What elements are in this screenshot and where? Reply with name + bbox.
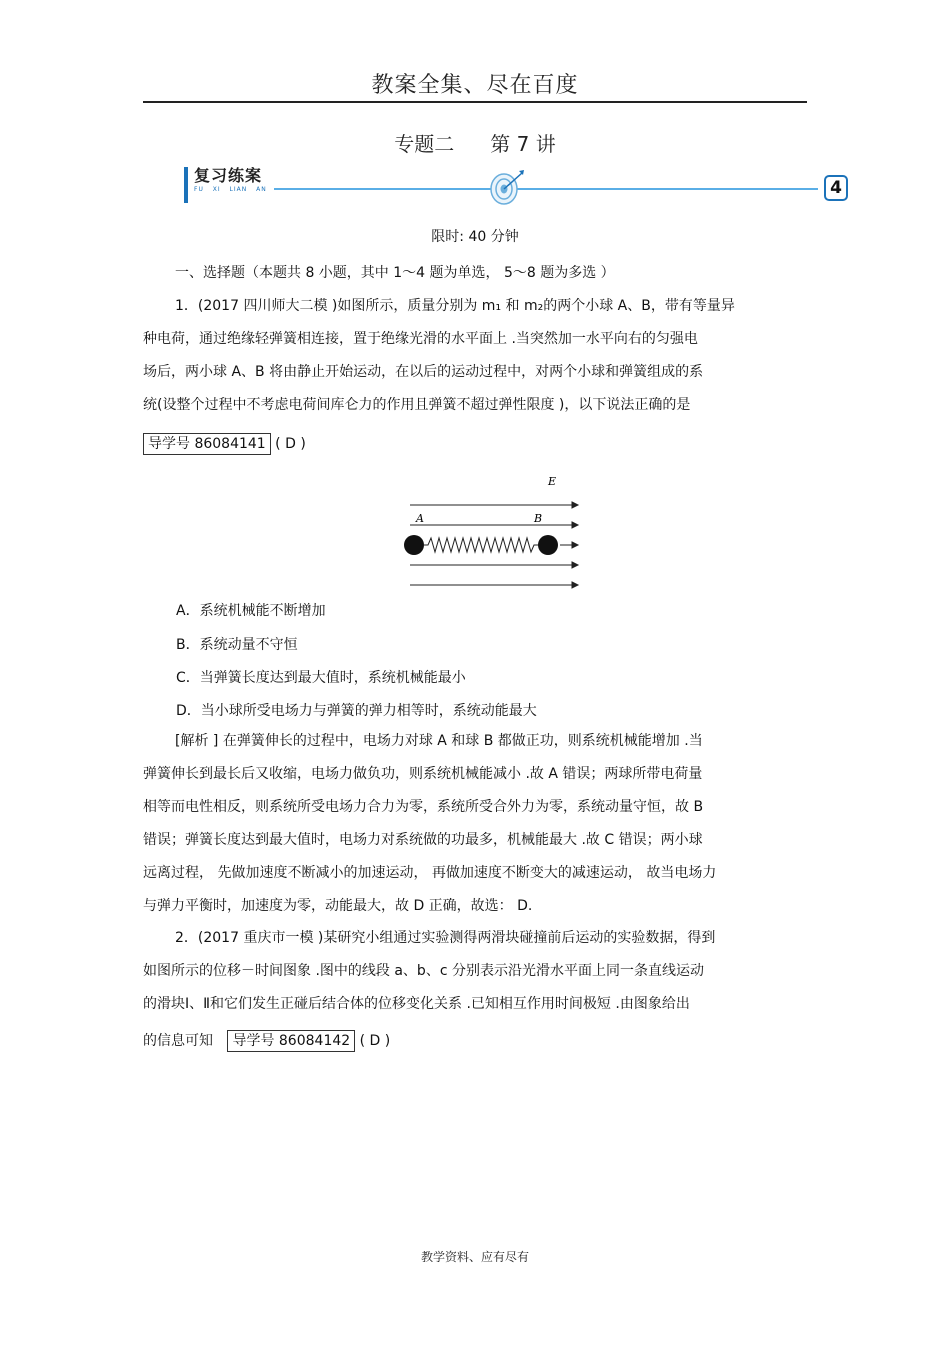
section-lecture: 第 7 讲 xyxy=(490,132,556,156)
question-2 xyxy=(143,922,807,1058)
analysis-line: [解析 ] 在弹簧伸长的过程中，电场力对球 A 和球 B 都做正功，则系统机械能增加 .当 xyxy=(175,733,703,749)
q1-answer: ( D ) xyxy=(275,436,306,452)
banner-line xyxy=(274,188,818,190)
question-1 xyxy=(143,290,807,461)
analysis-line: 远离过程， 先做加速度不断减小的加速运动， 再做加速度不断变大的减速运动， 故当电场力 xyxy=(143,865,717,881)
section-heading: 一、选择题（本题共 8 小题，其中 1～4 题为单选， 5～8 题为多选 ） xyxy=(175,265,615,281)
q1-line-3: 场后，两小球 A、B 将由静止开始运动，在以后的运动过程中，对两个小球和弹簧组成的系 xyxy=(143,364,704,380)
q1-analysis xyxy=(143,725,807,923)
header-rule xyxy=(143,101,807,103)
ball-b xyxy=(538,535,558,555)
page-footer: 教学资料、应有尽有 xyxy=(420,1250,529,1264)
ball-a xyxy=(404,535,424,555)
q2-line-3: 的滑块Ⅰ、Ⅱ和它们发生正碰后结合体的位移变化关系 .已知相互作用时间极短 .由图象给出 xyxy=(143,996,690,1012)
q1-figure-spring-field xyxy=(400,470,582,592)
q1-option-d[interactable]: D．当小球所受电场力与弹簧的弹力相等时，系统动能最大 xyxy=(176,703,537,719)
banner-number: 4 xyxy=(824,175,848,201)
section-title xyxy=(0,128,950,157)
analysis-line: 相等而电性相反，则系统所受电场力合力为零，系统所受合外力为零，系统动量守恒，故 B xyxy=(143,799,704,815)
q2-line-4: 的信息可知 xyxy=(143,1033,213,1049)
q1-line-1: 1．(2017 四川师大二模 )如图所示，质量分别为 m₁ 和 m₂的两个小球 A、B，带有等量异 xyxy=(175,298,735,314)
q2-line-1: 2．(2017 重庆市一模 )某研究小组通过实验测得两滑块碰撞前后运动的实验数据，得到 xyxy=(175,930,716,946)
field-label-e: E xyxy=(548,475,557,488)
banner-title: 复习练案 xyxy=(194,166,263,185)
q2-answer: ( D ) xyxy=(359,1033,391,1049)
analysis-line: 错误；弹簧长度达到最大值时，电场力对系统做的功最多，机械能最大 .故 C 错误；两小球 xyxy=(143,832,703,848)
q1-option-b[interactable]: B．系统动量不守恒 xyxy=(176,637,298,653)
target-icon xyxy=(486,167,526,207)
time-limit: 限时: 40 分钟 xyxy=(431,229,519,245)
q1-option-a[interactable]: A．系统机械能不断增加 xyxy=(176,603,326,619)
banner-label xyxy=(184,167,274,203)
q2-line-2: 如图所示的位移－时间图象 .图中的线段 a、b、c 分别表示沿光滑水平面上同一条直线运动 xyxy=(143,963,704,979)
q2-guide-tag[interactable]: 导学号 86084142 xyxy=(227,1030,355,1052)
spring xyxy=(424,538,540,552)
q1-line-4: 统(设整个过程中不考虑电荷间库仑力的作用且弹簧不超过弹性限度 )，以下说法正确的是 xyxy=(143,397,691,413)
q1-guide-tag[interactable]: 导学号 86084141 xyxy=(143,433,271,455)
q1-option-c[interactable]: C．当弹簧长度达到最大值时，系统机械能最小 xyxy=(176,670,466,686)
analysis-line: 与弹力平衡时，加速度为零，动能最大，故 D 正确，故选： D. xyxy=(143,898,533,914)
banner-pinyin: FU XI LIAN AN xyxy=(194,186,267,193)
ball-label-b: B xyxy=(534,512,543,525)
ball-label-a: A xyxy=(416,512,424,525)
page-header-title: 教案全集、尽在百度 xyxy=(371,73,579,98)
section-part: 专题二 xyxy=(394,132,455,156)
review-banner xyxy=(178,165,848,209)
analysis-line: 弹簧伸长到最长后又收缩，电场力做负功，则系统机械能减小 .故 A 错误；两球所带电荷量 xyxy=(143,766,703,782)
q1-line-2: 种电荷，通过绝缘轻弹簧相连接，置于绝缘光滑的水平面上 .当突然加一水平向右的匀强电 xyxy=(143,331,698,347)
